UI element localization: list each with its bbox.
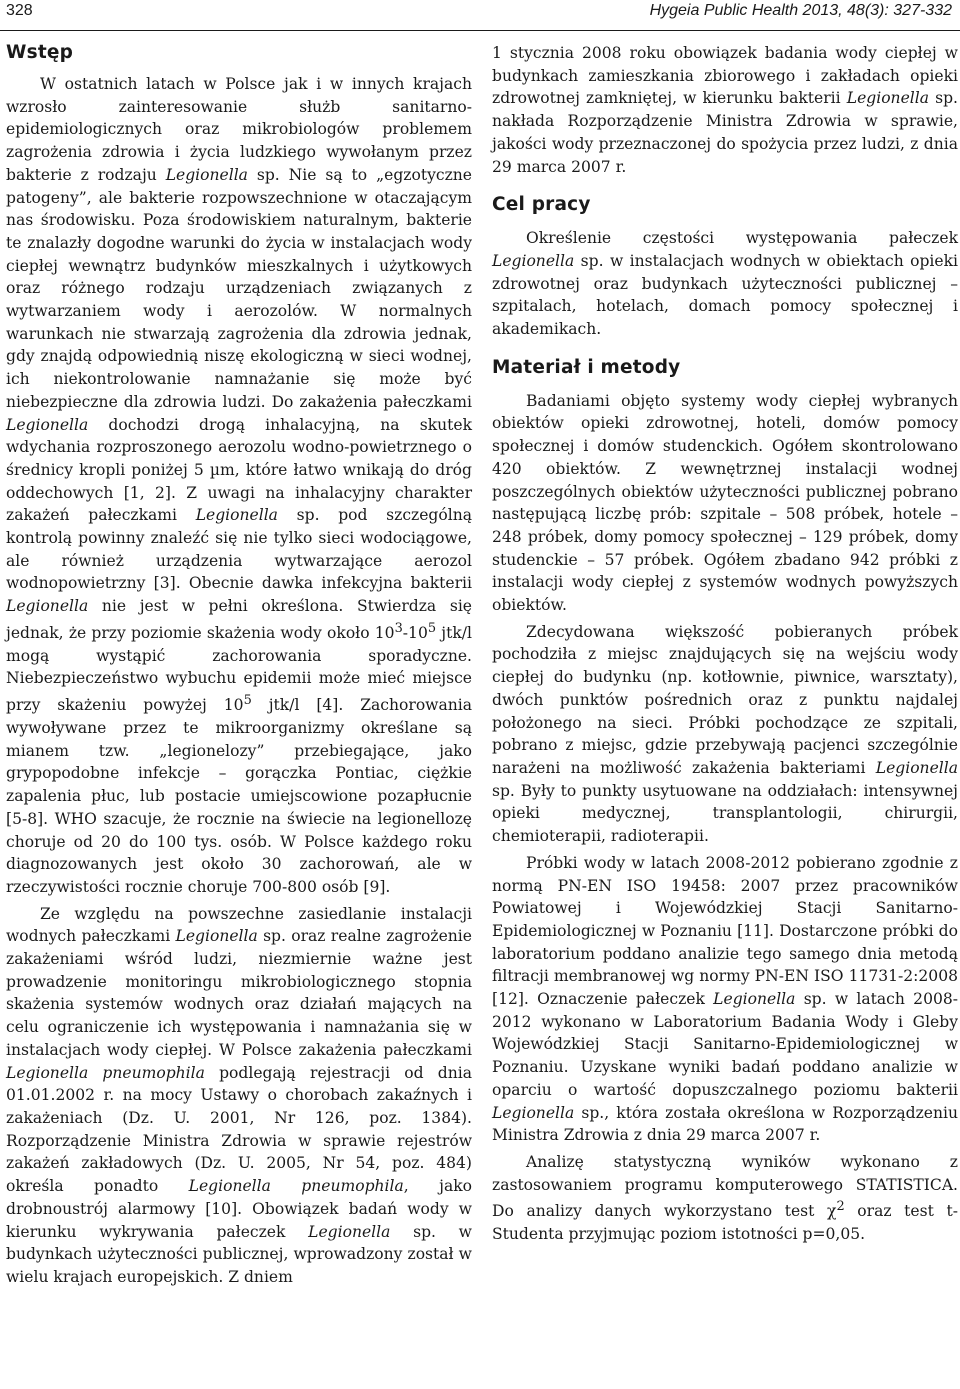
text-run: Określenie częstości występowania pałeczek: [526, 229, 958, 248]
text-run: sp., która została określona w Rozporządzeniu Ministra Zdrowia z dnia 29 marca 2007 r.: [492, 1103, 958, 1145]
superscript: 5: [427, 620, 437, 636]
text-run: sp. pod szczególną kontrolą powinny znaleźć się nie tylko sieci wodociągowe, ale również urządzenia wytwarzające aerozol wodnopowietrzny [3]. Obecnie dawka infekcyjna bakterii: [6, 506, 472, 593]
text-run: nie jest w pełni określona. Stwierdza się jednak, że przy poziomie skażenia wody około 10: [6, 597, 472, 643]
section-heading-materialy-metody: Materiał i metody: [492, 356, 681, 378]
text-run: Analizę statystyczną wyników wykonano z zastosowaniem programu komputerowego STATISTICA. Do analizy danych wykorzystano test χ: [492, 1152, 958, 1221]
text-run: jtk/l mogą wystąpić zachorowania sporadyczne. Niebezpieczeństwo wybuchu epidemii może mieć miejsce przy skażeniu powyżej 10: [6, 624, 472, 715]
text-run: dochodzi drogą inhalacyjną, na skutek wdychania rozproszonego aerozolu wodno-powietrznego o średnicy kropli poniżej 5 µm, które łatwo wnikają do dróg oddechowych [1, 2]. Z uwagi na inhalacyjny charakter zakażeń pałeczkami: [6, 415, 472, 525]
paragraph-methods-2: [492, 621, 958, 848]
text-run: Próbki wody w latach 2008-2012 pobierano zgodnie z normą PN-EN ISO 19458: 2007 przez pracowników Powiatowej i Wojewódzkiej Stacji Sanitarno-Epidemiologicznej w Poznaniu [11]. Dostarczone próbki do laboratorium poddano analizie tego samego dnia metodą filtracji membranowej wg normy PN-EN ISO 11731-2:2008 [12]. Oznaczenie pałeczek: [492, 853, 958, 1009]
text-run: -10: [402, 624, 428, 643]
italic-term: Legionella: [165, 165, 248, 184]
page-number: 328: [6, 2, 33, 19]
text-run: sp. Były to punkty usytuowane na oddziałach: intensywnej opieki medycznej, transplantologii, chirurgii, chemioterapii, radioterapii.: [492, 781, 958, 846]
italic-term: Legionella pneumophila: [6, 1063, 205, 1082]
italic-term: Legionella: [6, 597, 89, 616]
running-header: [0, 0, 960, 31]
paragraph-methods-4: [492, 1151, 958, 1246]
superscript: 3: [394, 620, 403, 636]
text-run: sp. Nie są to „egzotyczne patogeny”, ale bakterie rozpowszechnione w otaczającym nas środowisku. Poza środowiskiem naturalnym, bakterie te znalazły dogodne warunki do życia w instalacjach wody ciepłej wewnątrz budynków mieszkalnych i użytkowych oraz różnego rodzaju urządzeniach związanych z wytwarzaniem wody i aerozolów. W normalnych warunkach nie stwarzają zagrożenia dla zdrowia jednak, gdy znajdą odpowiednią niszę ekologiczną w sieci wodnej, ich niekontrolowanie namnażanie się może być niebezpieczne dla zdrowia ludzi. Do zakażenia pałeczkami: [6, 165, 472, 411]
text-run: sp. nakłada Rozporządzenie Ministra Zdrowia w sprawie, jakości wody przeznaczonej do spożycia przez ludzi, z dnia 29 marca 2007 r.: [492, 89, 958, 176]
text-run: , jako drobnoustrój alarmowy [10]. Obowiązek badań wody w kierunku wykrywania pałeczek: [6, 1177, 473, 1241]
journal-citation: Hygeia Public Health 2013, 48(3): 327-332: [649, 2, 952, 19]
paragraph-intro-2: [6, 903, 472, 1289]
italic-term: Legionella: [6, 415, 89, 434]
text-run: podlegają rejestracji od dnia 01.01.2002 r. na mocy Ustawy o chorobach zakaźnych i zakażeniach (Dz. U. 2001, Nr 126, poz. 1384). Rozporządzenie Ministra Zdrowia w sprawie rejestrów zakażeń zakładowych (Dz. U. 2005, Nr 54, poz. 484) określa ponadto: [6, 1063, 472, 1196]
italic-term: Legionella: [713, 990, 796, 1009]
text-run: sp. w budynkach użyteczności publicznej, wprowadzony został w wielu krajach europejskich. Z dniem: [6, 1222, 472, 1286]
section-heading-wstep: Wstęp: [6, 42, 74, 63]
paragraph-continued: [492, 42, 958, 178]
section-heading-cel-pracy: Cel pracy: [492, 194, 591, 216]
text-run: oraz test t-Studenta przyjmując poziom istotności p=0,05.: [492, 1202, 958, 1244]
text-run: jtk/l [4]. Zachorowania wywoływane przez te mikroorganizmy określane są mianem tzw. „legionelozy” przebiegające, jako grypopodobne infekcje – gorączka Pontiac, ciężkie zapalenia płuc, lub postacie umiejscowione pozapłucnie [5-8]. WHO szacuje, że rocznie na świecie na legionellozę choruje od 20 do 100 tys. osób. W Polsce każdego roku diagnozowanych jest około 30 zachorowań, ale w rzeczywistości rocznie choruje 700-800 osób [9].: [6, 696, 473, 896]
paragraph-intro-1: [6, 73, 472, 899]
italic-term: Legionella: [195, 506, 278, 525]
text-run: 1 stycznia 2008 roku obowiązek badania wody ciepłej w budynkach zamieszkania zbiorowego i zakładach opieki zdrowotnej zamkniętej, w kierunku bakterii: [492, 44, 958, 108]
text-run: sp. w latach 2008-2012 wykonano w Laboratorium Badania Wody i Gleby Wojewódzkiej Stacji Sanitarno-Epidemiologicznej w Poznaniu. Uzyskane wyniki badań poddano analizie w oparciu o wartość dopuszczalnego poziomu bakterii: [492, 990, 958, 1099]
text-run: sp. oraz realne zagrożenie zakażeniami wśród ludzi, niezmiernie ważne jest prowadzenie monitoringu mikrobiologicznego stopnia skażenia systemów wodnych oraz działań mających na celu ograniczenie ich występowania i namnażania się w instalacjach wody ciepłej. W Polsce zakażenia pałeczkami: [6, 927, 472, 1059]
text-run: sp. w instalacjach wodnych w obiektach opieki zdrowotnej oraz budynkach użyteczności publicznej – szpitalach, hotelach, domach pomocy społecznej i akademikach.: [492, 251, 958, 339]
text-run: Ze względu na powszechne zasiedlanie instalacji wodnych pałeczkami: [6, 904, 472, 946]
superscript: 2: [836, 1199, 845, 1215]
text-run: Badaniami objęto systemy wody ciepłej wybranych obiektów opieki zdrowotnej, hoteli, domów pomocy społecznej i domów studenckich. Ogółem skontrolowano 420 obiektów. Z wewnętrznej instalacji wodnej poszczególnych obiektów użyteczności publicznej pobrano następującą liczbę prób: szpitale – 508 próbek, hotele – 248 próbek, domy pomocy społecznej – 129 próbek, domy studenckie – 57 próbek. Ogółem zbadano 942 próbki z instalacji wody ciepłej z systemów wodnych powyższych obiektów.: [492, 391, 958, 615]
italic-term: Legionella: [175, 927, 258, 946]
superscript: 5: [243, 693, 252, 709]
paragraph-methods-3: [492, 852, 958, 1147]
text-run: W ostatnich latach w Polsce jak i w innych krajach wzrosło zainteresowanie służb sanitarno-epidemiologicznych oraz mikrobiologów problemem zagrożenia zdrowia i życia ludzkiego wywołanym przez bakterie z rodzaju: [6, 75, 472, 184]
paragraph-aim: [492, 227, 958, 341]
italic-term: Legionella: [875, 758, 958, 777]
text-run: Zdecydowana większość pobieranych próbek pochodziła z miejsc znajdujących się na wejściu wody ciepłej do budynku (np. kotłownie, piwnice, warsztaty), dwóch punktów pośrednich oraz z punktu najdalej położonego na sieci. Próbki pochodzące ze szpitali, pobrano z miejsc, gdzie przebywają pacjenci szczególnie narażeni na możliwość zakażenia bakteriami: [492, 622, 958, 777]
italic-term: Legionella pneumophila: [188, 1177, 404, 1196]
left-column: [6, 42, 472, 1289]
italic-term: Legionella: [846, 89, 929, 108]
paragraph-methods-1: [492, 390, 958, 617]
italic-term: Legionella: [492, 1103, 575, 1122]
italic-term: Legionella: [308, 1222, 391, 1241]
italic-term: Legionella: [492, 251, 575, 270]
right-column: [492, 42, 958, 1246]
